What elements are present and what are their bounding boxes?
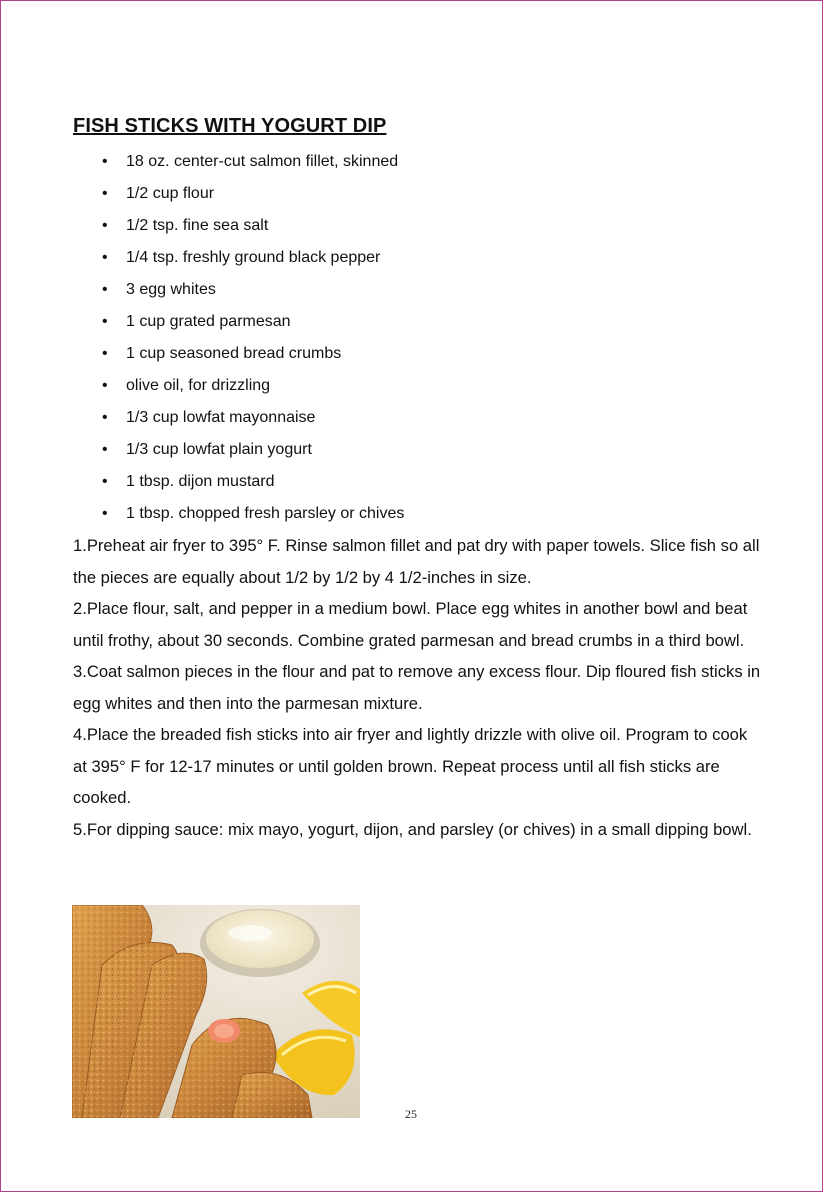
bullet-icon: •: [102, 345, 108, 362]
ingredient-item: [73, 242, 763, 274]
ingredient-text: 1 tbsp. chopped fresh parsley or chives: [126, 505, 405, 522]
instruction-step: 1.Preheat air fryer to 395° F. Rinse salmon fillet and pat dry with paper towels. Slice fish so all the pieces are equally about 1/2 by 1/2 by 4 1/2-inches in size.: [73, 536, 760, 587]
ingredient-text: 1/4 tsp. freshly ground black pepper: [126, 249, 381, 266]
ingredient-item: [73, 466, 763, 498]
instruction-step: 3.Coat salmon pieces in the flour and pat to remove any excess flour. Dip floured fish sticks in egg whites and then into the parmesan mixture.: [73, 662, 761, 713]
bullet-icon: •: [102, 505, 108, 522]
ingredient-item: [73, 306, 763, 338]
ingredient-text: olive oil, for drizzling: [126, 377, 271, 394]
ingredient-item: [73, 338, 763, 370]
instruction-step: 2.Place flour, salt, and pepper in a medium bowl. Place egg whites in another bowl and beat until frothy, about 30 seconds. Combine grated parmesan and bread crumbs in a third bowl.: [73, 599, 748, 650]
recipe-title: FISH STICKS WITH YOGURT DIP: [73, 115, 387, 137]
bullet-icon: •: [102, 441, 108, 458]
ingredient-text: 1 cup seasoned bread crumbs: [126, 345, 342, 362]
instruction-step: 5.For dipping sauce: mix mayo, yogurt, dijon, and parsley (or chives) in a small dipping bowl.: [73, 819, 752, 839]
ingredient-list: [73, 146, 763, 530]
ingredient-item: [73, 274, 763, 306]
instruction-step: 4.Place the breaded fish sticks into air fryer and lightly drizzle with olive oil. Program to cook at 395° F for 12-17 minutes or until golden brown. Repeat process until all fish sticks are cooked.: [73, 725, 748, 807]
ingredient-text: 1/2 tsp. fine sea salt: [126, 217, 269, 234]
ingredient-text: 1/3 cup lowfat mayonnaise: [126, 409, 316, 426]
fish-sticks-photo: [72, 905, 360, 1118]
ingredient-item: [73, 402, 763, 434]
ingredient-item: [73, 498, 763, 530]
ingredient-item: [73, 434, 763, 466]
bullet-icon: •: [102, 249, 108, 266]
bullet-icon: •: [102, 281, 108, 298]
bullet-icon: •: [102, 409, 108, 426]
ingredient-text: 1 tbsp. dijon mustard: [126, 473, 275, 490]
bullet-icon: •: [102, 153, 108, 170]
ingredient-item: [73, 210, 763, 242]
ingredient-item: [73, 146, 763, 178]
ingredient-item: [73, 370, 763, 402]
page-number: 25: [405, 1107, 417, 1121]
bullet-icon: •: [102, 377, 108, 394]
ingredient-text: 3 egg whites: [126, 281, 216, 298]
bullet-icon: •: [102, 473, 108, 490]
ingredient-text: 1/3 cup lowfat plain yogurt: [126, 441, 312, 458]
bullet-icon: •: [102, 313, 108, 330]
bullet-icon: •: [102, 185, 108, 202]
ingredient-text: 1 cup grated parmesan: [126, 313, 291, 330]
ingredient-text: 1/2 cup flour: [126, 185, 215, 202]
ingredient-item: [73, 178, 763, 210]
ingredient-text: 18 oz. center-cut salmon fillet, skinned: [126, 153, 399, 170]
bullet-icon: •: [102, 217, 108, 234]
instructions: [73, 530, 763, 845]
